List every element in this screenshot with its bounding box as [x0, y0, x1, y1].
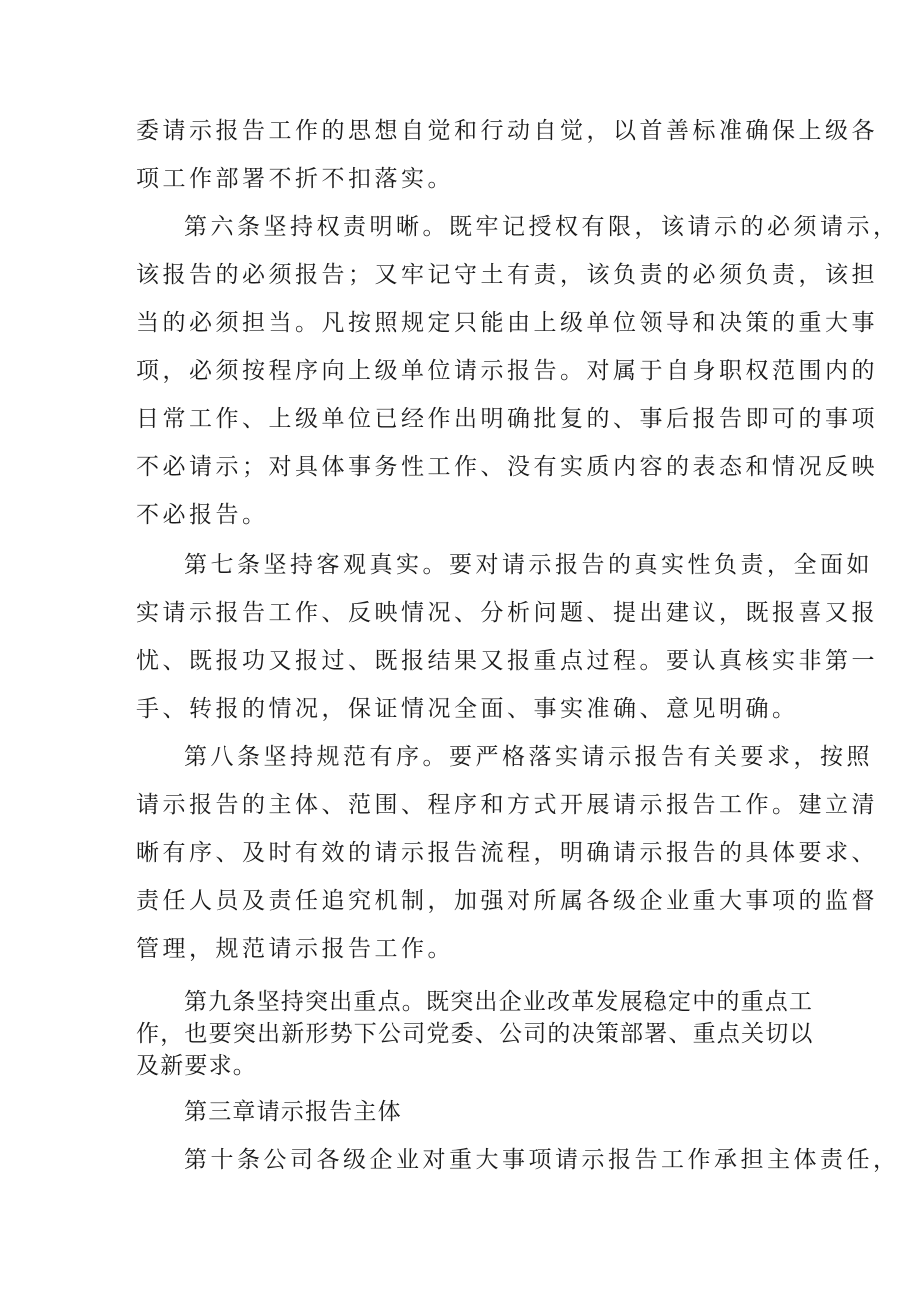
text-line: 责任人员及责任追究机制，加强对所属各级企业重大事项的监督	[136, 888, 878, 914]
text-line: 该报告的必须报告；又牢记守土有责，该负责的必须负责，该担	[136, 262, 878, 288]
text-line: 晰有序、及时有效的请示报告流程，明确请示报告的具体要求、	[136, 840, 878, 866]
paragraph-start-line: 第八条坚持规范有序。要严格落实请示报告有关要求，按照	[184, 744, 873, 770]
text-line: 忧、既报功又报过、既报结果又报重点过程。要认真核实非第一	[136, 648, 878, 674]
text-line: 当的必须担当。凡按照规定只能由上级单位领导和决策的重大事	[136, 310, 878, 336]
text-line: 日常工作、上级单位已经作出明确批复的、事后报告即可的事项	[136, 406, 878, 432]
paragraph-start-line: 第十条公司各级企业对重大事项请示报告工作承担主体责任，	[184, 1147, 900, 1173]
text-line: 作，也要突出新形势下公司党委、公司的决策部署、重点关切以	[136, 1021, 814, 1047]
text-line: 委请示报告工作的思想自觉和行动自觉，以首善标准确保上级各	[136, 118, 878, 144]
text-line: 及新要求。	[136, 1053, 257, 1079]
chapter-heading: 第三章请示报告主体	[184, 1099, 402, 1125]
text-line: 请示报告的主体、范围、程序和方式开展请示报告工作。建立清	[136, 792, 878, 818]
text-line: 项，必须按程序向上级单位请示报告。对属于自身职权范围内的	[136, 358, 878, 384]
paragraph-start-line: 第七条坚持客观真实。要对请示报告的真实性负责，全面如	[184, 552, 873, 578]
text-line: 实请示报告工作、反映情况、分析问题、提出建议，既报喜又报	[136, 600, 878, 626]
text-line: 不必请示；对具体事务性工作、没有实质内容的表态和情况反映	[136, 454, 878, 480]
text-line: 项工作部署不折不扣落实。	[136, 166, 454, 192]
text-line: 管理，规范请示报告工作。	[136, 936, 454, 962]
paragraph-start-line: 第九条坚持突出重点。既突出企业改革发展稳定中的重点工	[184, 989, 814, 1015]
text-line: 手、转报的情况，保证情况全面、事实准确、意见明确。	[136, 696, 799, 722]
paragraph-start-line: 第六条坚持权责明晰。既牢记授权有限，该请示的必须请示，	[184, 214, 900, 240]
text-line: 不必报告。	[136, 502, 269, 528]
